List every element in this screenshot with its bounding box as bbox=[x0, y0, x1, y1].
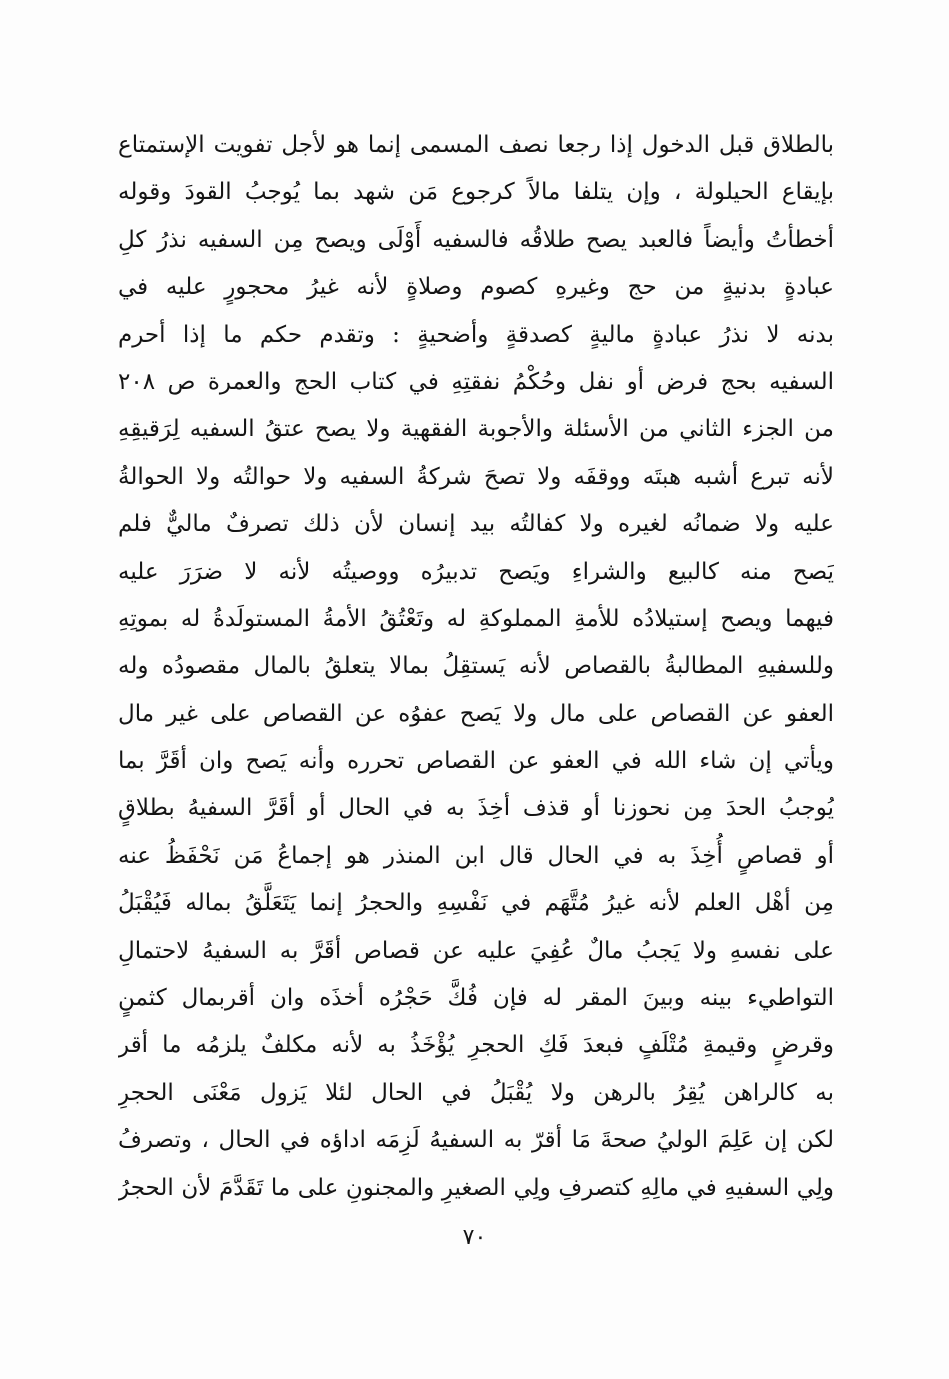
text-line: عبادةٍ بدنيةٍ من حج وغيرهِ كصوم وصلاةٍ لأنه غيرُ محجورٍ عليه في bbox=[118, 274, 834, 301]
page-number: ٧٠ bbox=[462, 1225, 487, 1250]
text-line: وللسفيهِ المطالبةُ بالقصاص لأنه يَستقِلُ بمالا يتعلقُ بالمال مقصودُه وله bbox=[118, 653, 834, 680]
text-line: يَصح منه كالبيع والشراءِ ويَصح تدبيرُه ووصيتُه لأنه لا ضرَرَ عليه bbox=[118, 558, 834, 585]
text-line: يُوجبُ الحدَ مِن نحوزنا أو قذف أخِذَ به في الحال أو أقَرَّ السفيهُ بطلاقٍ bbox=[118, 795, 834, 822]
text-line: التواطيء بينه وبينَ المقر له فإن فُكَّ حَجْرُه أخذَه وان أقربمال كثمنٍ bbox=[118, 985, 834, 1012]
text-line: ويأتي إن شاء الله في العفو عن القصاص تحرره وأنه يَصح وان أقَرَّ بما bbox=[118, 748, 834, 775]
text-line: السفيه بحج فرض أو نفل وحُكْمُ نفقتِهِ في كتاب الحج والعمرة ص ٢٠٨ bbox=[118, 368, 834, 395]
text-line: مِن أهْل العلم لأنه غيرُ مُتَّهَم في نَفْسِهِ والحجرُ إنما يَتَعَلَّقُ بماله فَيُقْبَلُ bbox=[118, 890, 834, 917]
text-line: بالطلاق قبل الدخول إذا رجعا نصف المسمى إنما هو لأجل تفويت الإستمتاع bbox=[118, 132, 834, 158]
text-line: عليه ولا ضمانُه لغيره ولا كفالتُه بيد إنسان لأن ذلك تصرفٌ ماليٌّ فلم bbox=[118, 511, 834, 538]
text-line: لأنه تبرع أشبه هبتَه ووقفَه ولا تصحَ شركةُ السفيه ولا حوالتُه ولا الحوالةُ bbox=[118, 463, 834, 490]
text-line: أو قصاصٍ أُخِذَ به في الحال قال ابن المنذر هو إجماعُ مَن نَحْفَظُ عنه bbox=[118, 842, 834, 869]
text-line: بإيقاع الحيلولة ، وإن يتلفا مالاً كرجوع مَن شهد بما يُوجبُ القودَ وقوله bbox=[118, 179, 834, 206]
text-line: فيهما ويصح إستيلادُه للأمةِ المملوكةِ له وتَعْتُقُ الأمةُ المستولَدةُ له بموتِهِ bbox=[118, 605, 834, 632]
text-line: أخطأتُ وأيضاً فالعبد يصح طلاقُه فالسفيه أَوْلَى ويصح مِن السفيه نذرُ كلِ bbox=[118, 226, 834, 253]
text-line: به كالراهن يُقِرُ بالرهن ولا يُقْبَلُ في الحال لئلا يَزول مَعْنَى الحجرِ bbox=[118, 1079, 834, 1106]
body-text bbox=[118, 122, 834, 1212]
text-line: على نفسهِ ولا يَجبُ مالٌ عُفِيَ عليه عن قصاص أقَرَّ به السفيهُ لاحتمالِ bbox=[118, 937, 834, 964]
text-line: من الجزء الثاني من الأسئلة والأجوبة الفقهية ولا يصح عتقُ السفيه لِرَقيقِهِ bbox=[118, 416, 834, 443]
text-line: وقرضٍ وقيمةِ مُتْلَفٍ فبعدَ فَكِ الحجرِ يُؤْخَذُ به لأنه مكلفٌ يلزمُه ما أقر bbox=[118, 1032, 834, 1059]
text-line: العفو عن القصاص على مال ولا يَصح عفوُه عن القصاص على غير مال bbox=[118, 700, 834, 727]
text-line: ولِي السفيهِ في مالِهِ كتصرفِ ولِي الصغيرِ والمجنونِ على ما تَقَدَّمَ لأن الحجرُ bbox=[118, 1174, 834, 1201]
text-line: بدنه لا نذرُ عبادةٍ ماليةٍ كصدقةٍ وأضحيةٍ : وتقدم حكم ما إذا أحرم bbox=[118, 321, 834, 348]
text-line: لكن إن عَلِمَ الوليُ صحةَ مَا أقرّ به السفيهُ لَزِمَه اداؤه في الحال ، وتصرفُ bbox=[118, 1127, 834, 1154]
